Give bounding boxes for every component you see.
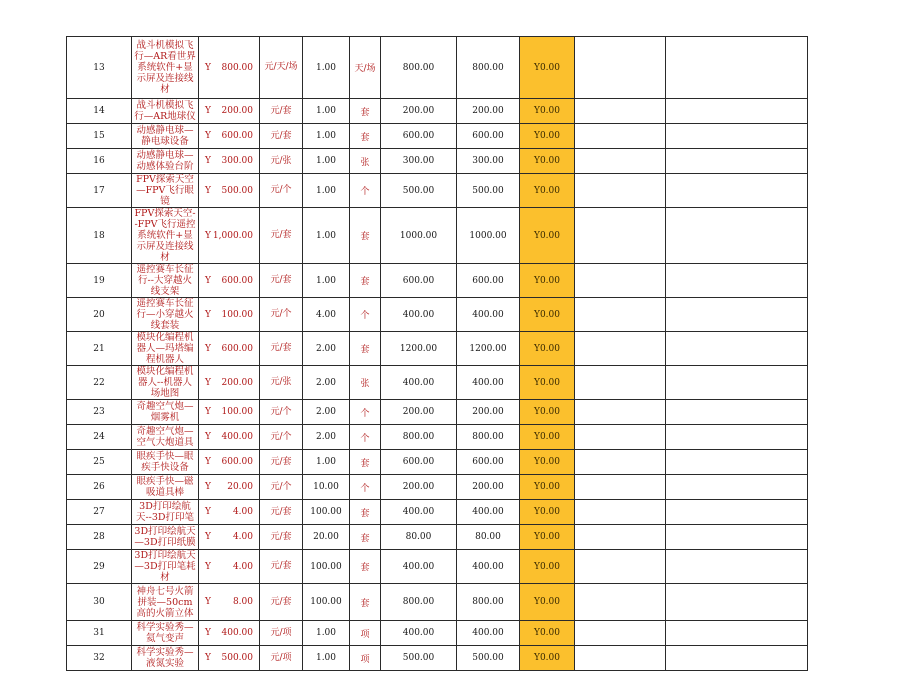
empty-cell — [575, 332, 666, 366]
table-row — [67, 425, 808, 450]
currency-symbol: Y — [205, 131, 211, 141]
empty-cell — [575, 208, 666, 264]
total-cell: 600.00 — [457, 264, 520, 298]
empty-cell — [666, 174, 808, 208]
unit-price-value: 4.00 — [232, 561, 253, 572]
amount-cell: 800.00 — [381, 37, 457, 99]
highlighted-zero-cell: Y0.00 — [520, 208, 575, 264]
currency-symbol: Y — [205, 156, 211, 166]
item-name-cell: FPV探索天空--FPV飞行遥控系统软件+显示屏及连接线材 — [132, 208, 199, 264]
table-row — [67, 550, 808, 584]
item-name-cell: 遥控赛车长征行--大穿越火线支架 — [132, 264, 199, 298]
price-unit-cell: 元/套 — [260, 124, 303, 149]
table-row — [67, 525, 808, 550]
amount-cell: 80.00 — [381, 525, 457, 550]
row-number-cell: 21 — [67, 332, 132, 366]
empty-cell — [666, 99, 808, 124]
currency-symbol: Y — [205, 628, 211, 638]
row-number-cell: 13 — [67, 37, 132, 99]
total-cell: 400.00 — [457, 550, 520, 584]
table-row — [67, 149, 808, 174]
item-name-cell: 眼疾手快—眼疾手快设备 — [132, 450, 199, 475]
unit-price-value: 20.00 — [227, 482, 253, 492]
quantity-cell: 2.00 — [303, 425, 350, 450]
quantity-cell: 1.00 — [303, 99, 350, 124]
table-body — [67, 37, 808, 671]
item-name-cell: 遥控赛车长征行—小穿越火线套装 — [132, 298, 199, 332]
price-unit-cell: 元/个 — [260, 475, 303, 500]
row-number-cell: 17 — [67, 174, 132, 208]
table-row — [67, 400, 808, 425]
amount-cell: 800.00 — [381, 425, 457, 450]
unit-price-cell — [199, 646, 260, 671]
table-row — [67, 500, 808, 525]
quotation-table — [66, 36, 808, 671]
row-number-cell: 29 — [67, 550, 132, 584]
empty-cell — [575, 400, 666, 425]
quantity-cell: 1.00 — [303, 264, 350, 298]
highlighted-zero-cell: Y0.00 — [520, 500, 575, 525]
unit-price-value: 400.00 — [221, 628, 253, 638]
measure-unit-cell: 个 — [350, 475, 381, 500]
total-cell: 800.00 — [457, 584, 520, 621]
empty-cell — [666, 400, 808, 425]
price-unit-cell: 元/套 — [260, 264, 303, 298]
unit-price-cell — [199, 621, 260, 646]
highlighted-zero-cell: Y0.00 — [520, 37, 575, 99]
amount-cell: 200.00 — [381, 475, 457, 500]
empty-cell — [575, 646, 666, 671]
row-number-cell: 25 — [67, 450, 132, 475]
row-number-cell: 28 — [67, 525, 132, 550]
row-number-cell: 22 — [67, 366, 132, 400]
unit-price-cell — [199, 208, 260, 264]
empty-cell — [575, 621, 666, 646]
currency-symbol: Y — [205, 432, 211, 442]
total-cell: 200.00 — [457, 99, 520, 124]
item-name-cell: 科学实验秀—氦气变声 — [132, 621, 199, 646]
measure-unit-cell: 套 — [350, 99, 381, 124]
unit-price-value: 200.00 — [221, 377, 253, 388]
highlighted-zero-cell: Y0.00 — [520, 366, 575, 400]
highlighted-zero-cell: Y0.00 — [520, 450, 575, 475]
quantity-cell: 20.00 — [303, 525, 350, 550]
item-name-cell: 3D打印绘航天—3D打印纸膜 — [132, 525, 199, 550]
amount-cell: 500.00 — [381, 174, 457, 208]
unit-price-value: 4.00 — [232, 532, 253, 542]
amount-cell: 500.00 — [381, 646, 457, 671]
total-cell: 400.00 — [457, 621, 520, 646]
empty-cell — [666, 525, 808, 550]
amount-cell: 200.00 — [381, 99, 457, 124]
quantity-cell: 1.00 — [303, 646, 350, 671]
unit-price-value: 4.00 — [232, 507, 253, 517]
empty-cell — [666, 450, 808, 475]
price-unit-cell: 元/项 — [260, 621, 303, 646]
item-name-cell: FPV探索天空—FPV飞行眼镜 — [132, 174, 199, 208]
empty-cell — [666, 264, 808, 298]
empty-cell — [575, 37, 666, 99]
price-unit-cell: 元/个 — [260, 174, 303, 208]
highlighted-zero-cell: Y0.00 — [520, 149, 575, 174]
unit-price-cell — [199, 149, 260, 174]
measure-unit-cell: 张 — [350, 366, 381, 400]
measure-unit-cell: 套 — [350, 124, 381, 149]
price-unit-cell: 元/套 — [260, 584, 303, 621]
measure-unit-cell: 套 — [350, 208, 381, 264]
table-row — [67, 332, 808, 366]
unit-price-value: 200.00 — [221, 106, 253, 116]
row-number-cell: 27 — [67, 500, 132, 525]
highlighted-zero-cell: Y0.00 — [520, 99, 575, 124]
quantity-cell: 2.00 — [303, 332, 350, 366]
price-unit-cell: 元/个 — [260, 400, 303, 425]
item-name-cell: 3D打印绘航天—3D打印笔耗材 — [132, 550, 199, 584]
unit-price-cell — [199, 425, 260, 450]
empty-cell — [575, 475, 666, 500]
total-cell: 400.00 — [457, 366, 520, 400]
empty-cell — [575, 99, 666, 124]
table-row — [67, 298, 808, 332]
unit-price-cell — [199, 550, 260, 584]
unit-price-cell — [199, 264, 260, 298]
unit-price-cell — [199, 298, 260, 332]
item-name-cell: 动感静电球—动感体验台阶 — [132, 149, 199, 174]
unit-price-value: 100.00 — [221, 407, 253, 417]
currency-symbol: Y — [205, 532, 211, 542]
amount-cell: 200.00 — [381, 400, 457, 425]
unit-price-cell — [199, 37, 260, 99]
highlighted-zero-cell: Y0.00 — [520, 124, 575, 149]
quantity-cell: 4.00 — [303, 298, 350, 332]
quantity-cell: 1.00 — [303, 208, 350, 264]
price-unit-cell: 元/套 — [260, 208, 303, 264]
unit-price-cell — [199, 525, 260, 550]
table-row — [67, 366, 808, 400]
empty-cell — [575, 298, 666, 332]
item-name-cell: 3D打印绘航天--3D打印笔 — [132, 500, 199, 525]
table-row — [67, 450, 808, 475]
amount-cell: 400.00 — [381, 366, 457, 400]
row-number-cell: 18 — [67, 208, 132, 264]
total-cell: 400.00 — [457, 298, 520, 332]
highlighted-zero-cell: Y0.00 — [520, 264, 575, 298]
empty-cell — [575, 525, 666, 550]
measure-unit-cell: 项 — [350, 621, 381, 646]
price-unit-cell: 元/套 — [260, 332, 303, 366]
amount-cell: 800.00 — [381, 584, 457, 621]
empty-cell — [666, 149, 808, 174]
empty-cell — [666, 298, 808, 332]
total-cell: 80.00 — [457, 525, 520, 550]
currency-symbol: Y — [205, 407, 211, 417]
price-unit-cell: 元/个 — [260, 425, 303, 450]
table-row — [67, 124, 808, 149]
unit-price-cell — [199, 174, 260, 208]
measure-unit-cell: 套 — [350, 264, 381, 298]
table-row — [67, 621, 808, 646]
unit-price-value: 600.00 — [221, 131, 253, 141]
measure-unit-cell: 套 — [350, 450, 381, 475]
table-row — [67, 208, 808, 264]
item-name-cell: 奇趣空气炮—空气大炮道具 — [132, 425, 199, 450]
empty-cell — [666, 584, 808, 621]
item-name-cell: 科学实验秀—液氮实验 — [132, 646, 199, 671]
measure-unit-cell: 张 — [350, 149, 381, 174]
total-cell: 600.00 — [457, 450, 520, 475]
unit-price-cell — [199, 332, 260, 366]
currency-symbol: Y — [205, 230, 211, 241]
row-number-cell: 26 — [67, 475, 132, 500]
unit-price-value: 500.00 — [221, 653, 253, 663]
currency-symbol: Y — [205, 482, 211, 492]
amount-cell: 600.00 — [381, 124, 457, 149]
highlighted-zero-cell: Y0.00 — [520, 525, 575, 550]
empty-cell — [666, 366, 808, 400]
unit-price-value: 1,000.00 — [212, 230, 253, 241]
quantity-cell: 100.00 — [303, 550, 350, 584]
currency-symbol: Y — [205, 561, 211, 572]
price-unit-cell: 元/张 — [260, 366, 303, 400]
empty-cell — [575, 450, 666, 475]
measure-unit-cell: 套 — [350, 584, 381, 621]
measure-unit-cell: 个 — [350, 400, 381, 425]
highlighted-zero-cell: Y0.00 — [520, 174, 575, 208]
quantity-cell: 100.00 — [303, 584, 350, 621]
price-unit-cell: 元/天/场 — [260, 37, 303, 99]
highlighted-zero-cell: Y0.00 — [520, 621, 575, 646]
currency-symbol: Y — [205, 309, 211, 320]
table-row — [67, 584, 808, 621]
quantity-cell: 1.00 — [303, 174, 350, 208]
table-row — [67, 646, 808, 671]
total-cell: 500.00 — [457, 174, 520, 208]
table-row — [67, 264, 808, 298]
currency-symbol: Y — [205, 62, 211, 73]
total-cell: 600.00 — [457, 124, 520, 149]
unit-price-value: 800.00 — [221, 62, 253, 73]
row-number-cell: 31 — [67, 621, 132, 646]
total-cell: 200.00 — [457, 475, 520, 500]
row-number-cell: 32 — [67, 646, 132, 671]
empty-cell — [575, 149, 666, 174]
currency-symbol: Y — [205, 653, 211, 663]
item-name-cell: 模块化编程机器人—玛塔编程机器人 — [132, 332, 199, 366]
total-cell: 300.00 — [457, 149, 520, 174]
quantity-cell: 1.00 — [303, 450, 350, 475]
amount-cell: 400.00 — [381, 550, 457, 584]
highlighted-zero-cell: Y0.00 — [520, 475, 575, 500]
unit-price-cell — [199, 366, 260, 400]
unit-price-value: 100.00 — [221, 309, 253, 320]
highlighted-zero-cell: Y0.00 — [520, 298, 575, 332]
price-unit-cell: 元/套 — [260, 550, 303, 584]
quantity-cell: 1.00 — [303, 37, 350, 99]
empty-cell — [575, 425, 666, 450]
highlighted-zero-cell: Y0.00 — [520, 584, 575, 621]
empty-cell — [666, 425, 808, 450]
empty-cell — [666, 124, 808, 149]
price-unit-cell: 元/个 — [260, 298, 303, 332]
row-number-cell: 20 — [67, 298, 132, 332]
price-unit-cell: 元/套 — [260, 500, 303, 525]
amount-cell: 400.00 — [381, 621, 457, 646]
measure-unit-cell: 套 — [350, 550, 381, 584]
empty-cell — [666, 646, 808, 671]
measure-unit-cell: 套 — [350, 332, 381, 366]
row-number-cell: 19 — [67, 264, 132, 298]
empty-cell — [575, 264, 666, 298]
unit-price-value: 400.00 — [221, 432, 253, 442]
total-cell: 1200.00 — [457, 332, 520, 366]
unit-price-value: 600.00 — [221, 343, 253, 354]
amount-cell: 300.00 — [381, 149, 457, 174]
currency-symbol: Y — [205, 106, 211, 116]
row-number-cell: 14 — [67, 99, 132, 124]
amount-cell: 400.00 — [381, 298, 457, 332]
highlighted-zero-cell: Y0.00 — [520, 400, 575, 425]
measure-unit-cell: 个 — [350, 298, 381, 332]
total-cell: 200.00 — [457, 400, 520, 425]
row-number-cell: 16 — [67, 149, 132, 174]
unit-price-value: 8.00 — [232, 597, 253, 607]
total-cell: 800.00 — [457, 37, 520, 99]
measure-unit-cell: 天/场 — [350, 37, 381, 99]
table-row — [67, 174, 808, 208]
measure-unit-cell: 套 — [350, 500, 381, 525]
highlighted-zero-cell: Y0.00 — [520, 646, 575, 671]
total-cell: 400.00 — [457, 500, 520, 525]
unit-price-value: 600.00 — [221, 275, 253, 286]
empty-cell — [575, 584, 666, 621]
quantity-cell: 1.00 — [303, 124, 350, 149]
empty-cell — [666, 37, 808, 99]
unit-price-cell — [199, 500, 260, 525]
unit-price-cell — [199, 400, 260, 425]
row-number-cell: 23 — [67, 400, 132, 425]
amount-cell: 1000.00 — [381, 208, 457, 264]
empty-cell — [575, 124, 666, 149]
unit-price-value: 300.00 — [221, 156, 253, 166]
empty-cell — [666, 208, 808, 264]
table-row — [67, 475, 808, 500]
empty-cell — [575, 174, 666, 208]
quantity-cell: 1.00 — [303, 621, 350, 646]
row-number-cell: 24 — [67, 425, 132, 450]
highlighted-zero-cell: Y0.00 — [520, 550, 575, 584]
quantity-cell: 1.00 — [303, 149, 350, 174]
unit-price-cell — [199, 99, 260, 124]
currency-symbol: Y — [205, 275, 211, 286]
amount-cell: 400.00 — [381, 500, 457, 525]
currency-symbol: Y — [205, 343, 211, 354]
amount-cell: 600.00 — [381, 450, 457, 475]
measure-unit-cell: 项 — [350, 646, 381, 671]
unit-price-cell — [199, 584, 260, 621]
amount-cell: 600.00 — [381, 264, 457, 298]
empty-cell — [575, 550, 666, 584]
highlighted-zero-cell: Y0.00 — [520, 425, 575, 450]
item-name-cell: 眼疾手快—磁吸道具棒 — [132, 475, 199, 500]
empty-cell — [666, 332, 808, 366]
currency-symbol: Y — [205, 507, 211, 517]
item-name-cell: 战斗机模拟飞行—AR地球仪 — [132, 99, 199, 124]
unit-price-cell — [199, 124, 260, 149]
currency-symbol: Y — [205, 597, 211, 607]
item-name-cell: 神舟七号火箭拼装—50cm高的火箭立体 — [132, 584, 199, 621]
quantity-cell: 2.00 — [303, 366, 350, 400]
price-unit-cell: 元/张 — [260, 149, 303, 174]
item-name-cell: 模块化编程机器人--机器人场地图 — [132, 366, 199, 400]
total-cell: 1000.00 — [457, 208, 520, 264]
currency-symbol: Y — [205, 185, 211, 196]
currency-symbol: Y — [205, 377, 211, 388]
amount-cell: 1200.00 — [381, 332, 457, 366]
price-unit-cell: 元/套 — [260, 450, 303, 475]
empty-cell — [575, 366, 666, 400]
empty-cell — [575, 500, 666, 525]
item-name-cell: 奇趣空气炮—烟雾机 — [132, 400, 199, 425]
empty-cell — [666, 475, 808, 500]
empty-cell — [666, 500, 808, 525]
table-row — [67, 99, 808, 124]
item-name-cell: 动感静电球—静电球设备 — [132, 124, 199, 149]
unit-price-value: 500.00 — [221, 185, 253, 196]
row-number-cell: 15 — [67, 124, 132, 149]
quantity-cell: 100.00 — [303, 500, 350, 525]
unit-price-cell — [199, 475, 260, 500]
table-row — [67, 37, 808, 99]
unit-price-cell — [199, 450, 260, 475]
quantity-cell: 2.00 — [303, 400, 350, 425]
currency-symbol: Y — [205, 457, 211, 467]
item-name-cell: 战斗机模拟飞行—AR看世界系统软件+显示屏及连接线材 — [132, 37, 199, 99]
measure-unit-cell: 个 — [350, 425, 381, 450]
empty-cell — [666, 550, 808, 584]
price-unit-cell: 元/套 — [260, 99, 303, 124]
total-cell: 800.00 — [457, 425, 520, 450]
row-number-cell: 30 — [67, 584, 132, 621]
quantity-cell: 10.00 — [303, 475, 350, 500]
empty-cell — [666, 621, 808, 646]
price-unit-cell: 元/套 — [260, 525, 303, 550]
price-unit-cell: 元/项 — [260, 646, 303, 671]
unit-price-value: 600.00 — [221, 457, 253, 467]
measure-unit-cell: 个 — [350, 174, 381, 208]
total-cell: 500.00 — [457, 646, 520, 671]
measure-unit-cell: 套 — [350, 525, 381, 550]
highlighted-zero-cell: Y0.00 — [520, 332, 575, 366]
